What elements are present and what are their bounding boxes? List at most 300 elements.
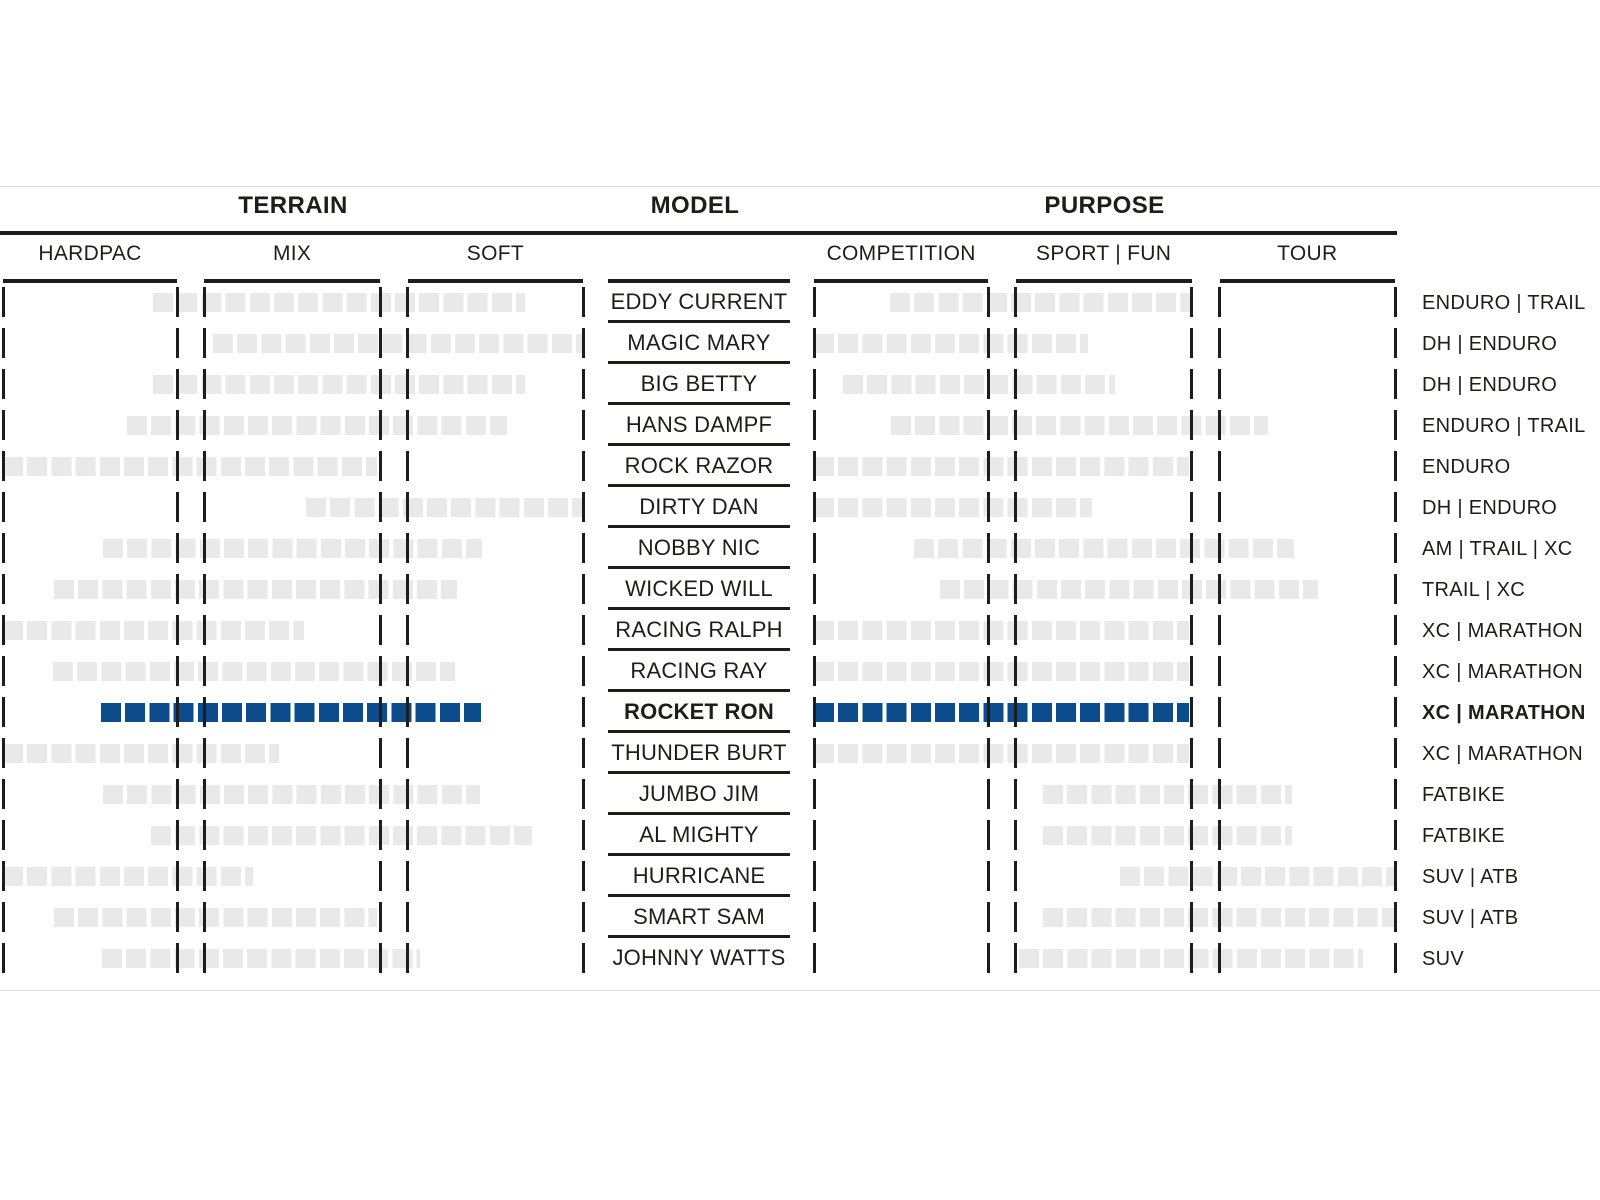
purpose-axis-tick (813, 533, 816, 563)
terrain-axis-tick (379, 697, 382, 727)
row-racing-ray (0, 651, 1600, 692)
use-label: TRAIL | XC (1422, 579, 1526, 601)
purpose-axis-tick (987, 287, 990, 317)
purpose-axis-tick (987, 410, 990, 440)
chart-top-border (0, 186, 1600, 187)
terrain-axis-tick (406, 574, 409, 604)
terrain-axis-tick (176, 410, 179, 440)
terrain-axis-tick (176, 943, 179, 973)
terrain-axis-tick (582, 615, 585, 645)
model-name: JOHNNY WATTS (612, 945, 786, 970)
terrain-axis-tick (406, 533, 409, 563)
purpose-axis-tick (813, 697, 816, 727)
terrain-range-bar (103, 539, 482, 558)
terrain-axis-tick (2, 369, 5, 399)
terrain-axis-tick (582, 861, 585, 891)
purpose-axis-tick (1394, 656, 1397, 686)
purpose-range-bar (891, 416, 1267, 435)
purpose-range-bar (890, 293, 1190, 312)
terrain-axis-tick (203, 656, 206, 686)
purpose-axis-tick (1218, 492, 1221, 522)
purpose-range-bar (814, 334, 1088, 353)
row-eddy-current (0, 282, 1600, 323)
terrain-axis-tick (582, 410, 585, 440)
purpose-axis-tick (1394, 328, 1397, 358)
use-label: DH | ENDURO (1422, 497, 1558, 519)
terrain-axis-tick (582, 287, 585, 317)
purpose-axis-tick (1218, 574, 1221, 604)
purpose-axis-tick (1014, 369, 1017, 399)
terrain-range-bar (53, 662, 454, 681)
purpose-axis-tick (1394, 738, 1397, 768)
column-header-mix: MIX (272, 242, 312, 265)
row-hans-dampf (0, 405, 1600, 446)
purpose-axis-tick (987, 697, 990, 727)
terrain-range-bar (103, 785, 480, 804)
terrain-axis-tick (406, 902, 409, 932)
purpose-axis-tick (1394, 779, 1397, 809)
purpose-axis-tick (813, 861, 816, 891)
purpose-axis-tick (987, 861, 990, 891)
purpose-axis-tick (1190, 451, 1193, 481)
purpose-axis-tick (813, 902, 816, 932)
section-header-model: MODEL (650, 192, 740, 219)
purpose-range-bar (814, 744, 1189, 763)
purpose-axis-tick (987, 369, 990, 399)
terrain-axis-tick (406, 492, 409, 522)
purpose-axis-tick (1218, 943, 1221, 973)
model-name: JUMBO JIM (608, 774, 790, 815)
terrain-range-bar (151, 826, 532, 845)
terrain-axis-tick (379, 328, 382, 358)
column-header-soft: SOFT (466, 242, 524, 265)
terrain-axis-tick (379, 656, 382, 686)
purpose-axis-tick (987, 902, 990, 932)
purpose-axis-tick (1190, 533, 1193, 563)
purpose-axis-tick (813, 328, 816, 358)
model-name: RACING RAY (608, 651, 790, 692)
terrain-axis-tick (203, 574, 206, 604)
purpose-axis-tick (1218, 451, 1221, 481)
purpose-axis-tick (987, 820, 990, 850)
terrain-axis-tick (406, 861, 409, 891)
terrain-axis-tick (379, 451, 382, 481)
use-label: ENDURO | TRAIL (1422, 415, 1586, 437)
terrain-range-bar (3, 457, 377, 476)
terrain-axis-tick (379, 574, 382, 604)
purpose-range-bar (814, 498, 1092, 517)
terrain-axis-tick (379, 943, 382, 973)
purpose-axis-tick (1394, 492, 1397, 522)
terrain-axis-tick (2, 738, 5, 768)
purpose-axis-tick (1394, 902, 1397, 932)
terrain-axis-tick (406, 615, 409, 645)
purpose-axis-tick (1190, 328, 1193, 358)
terrain-axis-tick (2, 410, 5, 440)
terrain-axis-tick (406, 451, 409, 481)
purpose-axis-tick (1190, 779, 1193, 809)
terrain-axis-tick (582, 492, 585, 522)
purpose-axis-tick (1394, 697, 1397, 727)
terrain-axis-tick (203, 533, 206, 563)
terrain-axis-tick (379, 533, 382, 563)
purpose-axis-tick (1394, 861, 1397, 891)
purpose-axis-tick (987, 656, 990, 686)
terrain-axis-tick (2, 779, 5, 809)
model-name: RACING RALPH (608, 610, 790, 651)
terrain-axis-tick (406, 287, 409, 317)
purpose-range-bar (814, 662, 1189, 681)
purpose-range-bar (1043, 785, 1292, 804)
terrain-range-bar (153, 375, 525, 394)
purpose-axis-tick (1218, 533, 1221, 563)
purpose-axis-tick (813, 287, 816, 317)
purpose-axis-tick (1218, 287, 1221, 317)
model-name: HANS DAMPF (608, 405, 790, 446)
use-label: XC | MARATHON (1422, 620, 1583, 642)
model-name: ROCKET RON (608, 692, 790, 733)
purpose-axis-tick (1014, 738, 1017, 768)
purpose-range-bar (814, 703, 1189, 722)
purpose-axis-tick (1014, 492, 1017, 522)
purpose-axis-tick (1394, 369, 1397, 399)
purpose-axis-tick (1014, 533, 1017, 563)
terrain-axis-tick (406, 943, 409, 973)
purpose-axis-tick (987, 615, 990, 645)
purpose-axis-tick (1394, 574, 1397, 604)
terrain-axis-tick (582, 574, 585, 604)
terrain-axis-tick (176, 779, 179, 809)
use-label: FATBIKE (1422, 825, 1505, 847)
purpose-axis-tick (1394, 410, 1397, 440)
terrain-axis-tick (379, 615, 382, 645)
terrain-axis-tick (582, 738, 585, 768)
terrain-axis-tick (176, 369, 179, 399)
terrain-axis-tick (406, 369, 409, 399)
terrain-axis-tick (379, 738, 382, 768)
terrain-axis-tick (203, 369, 206, 399)
model-name: DIRTY DAN (608, 487, 790, 528)
use-label: ENDURO | TRAIL (1422, 292, 1586, 314)
terrain-axis-tick (582, 820, 585, 850)
model-name: ROCK RAZOR (608, 446, 790, 487)
purpose-axis-tick (813, 738, 816, 768)
purpose-axis-tick (813, 451, 816, 481)
purpose-axis-tick (1190, 902, 1193, 932)
purpose-axis-tick (1190, 738, 1193, 768)
terrain-axis-tick (2, 820, 5, 850)
purpose-axis-tick (813, 369, 816, 399)
purpose-axis-tick (1014, 287, 1017, 317)
use-label: SUV | ATB (1422, 907, 1519, 929)
model-name: EDDY CURRENT (608, 282, 790, 323)
purpose-range-bar (843, 375, 1115, 394)
purpose-axis-tick (1394, 533, 1397, 563)
use-label: XC | MARATHON (1422, 743, 1583, 765)
terrain-axis-tick (203, 820, 206, 850)
terrain-axis-tick (582, 902, 585, 932)
row-dirty-dan (0, 487, 1600, 528)
purpose-axis-tick (1014, 861, 1017, 891)
purpose-axis-tick (1218, 656, 1221, 686)
purpose-axis-tick (1394, 820, 1397, 850)
terrain-axis-tick (176, 451, 179, 481)
use-label: SUV | ATB (1422, 866, 1519, 888)
purpose-axis-tick (813, 820, 816, 850)
terrain-axis-tick (203, 902, 206, 932)
terrain-axis-tick (582, 451, 585, 481)
purpose-axis-tick (1218, 328, 1221, 358)
use-label: DH | ENDURO (1422, 374, 1558, 396)
purpose-axis-tick (1218, 861, 1221, 891)
terrain-axis-tick (203, 287, 206, 317)
column-header-tour: TOUR (1277, 242, 1338, 265)
purpose-axis-tick (1014, 410, 1017, 440)
terrain-axis-tick (2, 861, 5, 891)
purpose-axis-tick (987, 533, 990, 563)
terrain-axis-tick (2, 574, 5, 604)
purpose-axis-tick (1190, 656, 1193, 686)
purpose-axis-tick (1190, 492, 1193, 522)
column-header-hardpac: HARDPAC (38, 242, 142, 265)
terrain-axis-tick (2, 328, 5, 358)
terrain-axis-tick (2, 615, 5, 645)
terrain-axis-tick (176, 861, 179, 891)
model-name: BIG BETTY (608, 364, 790, 405)
header-rule (0, 231, 1397, 235)
terrain-axis-tick (406, 779, 409, 809)
purpose-axis-tick (1394, 287, 1397, 317)
terrain-axis-tick (2, 492, 5, 522)
terrain-axis-tick (406, 738, 409, 768)
terrain-range-bar (54, 580, 457, 599)
row-hurricane (0, 856, 1600, 897)
terrain-axis-tick (203, 738, 206, 768)
model-name: MAGIC MARY (608, 323, 790, 364)
terrain-range-bar (102, 949, 420, 968)
purpose-axis-tick (987, 328, 990, 358)
terrain-axis-tick (582, 779, 585, 809)
purpose-axis-tick (1014, 820, 1017, 850)
terrain-axis-tick (176, 902, 179, 932)
purpose-axis-tick (1014, 615, 1017, 645)
use-label: XC | MARATHON (1422, 702, 1586, 724)
terrain-range-bar (306, 498, 583, 517)
terrain-axis-tick (176, 697, 179, 727)
row-smart-sam (0, 897, 1600, 938)
purpose-axis-tick (1218, 902, 1221, 932)
terrain-axis-tick (582, 697, 585, 727)
purpose-axis-tick (1014, 779, 1017, 809)
terrain-range-bar (54, 908, 377, 927)
purpose-axis-tick (987, 574, 990, 604)
purpose-axis-tick (1394, 943, 1397, 973)
purpose-range-bar (1120, 867, 1395, 886)
purpose-axis-tick (1190, 943, 1193, 973)
purpose-axis-tick (813, 492, 816, 522)
terrain-axis-tick (203, 861, 206, 891)
chart-rows (0, 282, 1600, 979)
terrain-axis-tick (203, 779, 206, 809)
purpose-axis-tick (987, 779, 990, 809)
terrain-axis-tick (176, 328, 179, 358)
terrain-axis-tick (2, 451, 5, 481)
purpose-axis-tick (1014, 943, 1017, 973)
row-nobby-nic (0, 528, 1600, 569)
purpose-axis-tick (1190, 287, 1193, 317)
purpose-axis-tick (1218, 697, 1221, 727)
model-name: THUNDER BURT (608, 733, 790, 774)
terrain-axis-tick (582, 533, 585, 563)
use-label: FATBIKE (1422, 784, 1505, 806)
model-name: WICKED WILL (608, 569, 790, 610)
purpose-range-bar (814, 621, 1189, 640)
chart-bottom-border (0, 990, 1600, 991)
section-header-terrain: TERRAIN (238, 192, 348, 219)
purpose-axis-tick (1014, 697, 1017, 727)
purpose-axis-tick (1014, 902, 1017, 932)
terrain-range-bar (3, 621, 304, 640)
section-header-purpose: PURPOSE (1044, 192, 1165, 219)
terrain-axis-tick (379, 410, 382, 440)
terrain-range-bar (213, 334, 583, 353)
row-racing-ralph (0, 610, 1600, 651)
terrain-axis-tick (582, 656, 585, 686)
terrain-axis-tick (176, 287, 179, 317)
model-name: NOBBY NIC (608, 528, 790, 569)
terrain-axis-tick (406, 656, 409, 686)
purpose-axis-tick (813, 410, 816, 440)
terrain-axis-tick (203, 328, 206, 358)
terrain-axis-tick (176, 820, 179, 850)
purpose-axis-tick (1190, 820, 1193, 850)
terrain-axis-tick (406, 328, 409, 358)
terrain-axis-tick (379, 779, 382, 809)
terrain-range-bar (3, 867, 253, 886)
terrain-axis-tick (203, 410, 206, 440)
purpose-axis-tick (813, 943, 816, 973)
purpose-range-bar (1043, 826, 1292, 845)
terrain-range-bar (101, 703, 481, 722)
terrain-axis-tick (379, 287, 382, 317)
terrain-axis-tick (2, 697, 5, 727)
terrain-axis-tick (582, 369, 585, 399)
terrain-axis-tick (379, 369, 382, 399)
purpose-axis-tick (1190, 410, 1193, 440)
use-label: XC | MARATHON (1422, 661, 1583, 683)
purpose-axis-tick (1014, 574, 1017, 604)
row-johnny-watts (0, 938, 1600, 979)
row-jumbo-jim (0, 774, 1600, 815)
purpose-axis-tick (987, 738, 990, 768)
terrain-axis-tick (203, 492, 206, 522)
purpose-axis-tick (813, 574, 816, 604)
terrain-axis-tick (379, 902, 382, 932)
use-label: DH | ENDURO (1422, 333, 1558, 355)
terrain-axis-tick (203, 697, 206, 727)
terrain-axis-tick (582, 943, 585, 973)
terrain-axis-tick (176, 656, 179, 686)
terrain-axis-tick (203, 451, 206, 481)
row-magic-mary (0, 323, 1600, 364)
purpose-axis-tick (1190, 369, 1193, 399)
terrain-axis-tick (176, 492, 179, 522)
purpose-axis-tick (1190, 574, 1193, 604)
purpose-axis-tick (1394, 451, 1397, 481)
purpose-axis-tick (1218, 369, 1221, 399)
purpose-axis-tick (1190, 615, 1193, 645)
purpose-axis-tick (987, 943, 990, 973)
terrain-axis-tick (176, 738, 179, 768)
row-rock-razor (0, 446, 1600, 487)
terrain-axis-tick (406, 820, 409, 850)
purpose-axis-tick (1218, 615, 1221, 645)
terrain-range-bar (127, 416, 507, 435)
terrain-axis-tick (379, 861, 382, 891)
terrain-range-bar (3, 744, 279, 763)
column-header-sport-fun: SPORT | FUN (1036, 242, 1172, 265)
terrain-axis-tick (2, 656, 5, 686)
terrain-axis-tick (203, 943, 206, 973)
model-name: HURRICANE (608, 856, 790, 897)
terrain-axis-tick (2, 943, 5, 973)
terrain-axis-tick (406, 410, 409, 440)
row-al-mighty (0, 815, 1600, 856)
terrain-axis-tick (379, 820, 382, 850)
purpose-axis-tick (1218, 779, 1221, 809)
terrain-axis-tick (176, 615, 179, 645)
model-name: AL MIGHTY (608, 815, 790, 856)
purpose-range-bar (940, 580, 1318, 599)
terrain-axis-tick (582, 328, 585, 358)
use-label: AM | TRAIL | XC (1422, 538, 1573, 560)
terrain-axis-tick (176, 533, 179, 563)
purpose-axis-tick (1014, 656, 1017, 686)
terrain-axis-tick (203, 615, 206, 645)
purpose-range-bar (914, 539, 1294, 558)
terrain-axis-tick (2, 287, 5, 317)
terrain-axis-tick (2, 533, 5, 563)
purpose-axis-tick (813, 615, 816, 645)
purpose-axis-tick (987, 492, 990, 522)
terrain-axis-tick (2, 902, 5, 932)
row-wicked-will (0, 569, 1600, 610)
purpose-axis-tick (1014, 451, 1017, 481)
row-thunder-burt (0, 733, 1600, 774)
purpose-axis-tick (1394, 615, 1397, 645)
terrain-axis-tick (176, 574, 179, 604)
model-name: SMART SAM (608, 897, 790, 938)
use-label: SUV (1422, 948, 1465, 970)
purpose-axis-tick (1190, 861, 1193, 891)
purpose-axis-tick (1218, 820, 1221, 850)
purpose-range-bar (814, 457, 1189, 476)
terrain-range-bar (153, 293, 525, 312)
row-big-betty (0, 364, 1600, 405)
purpose-axis-tick (813, 656, 816, 686)
purpose-axis-tick (813, 779, 816, 809)
terrain-axis-tick (379, 492, 382, 522)
use-label: ENDURO (1422, 456, 1511, 478)
purpose-axis-tick (1014, 328, 1017, 358)
purpose-axis-tick (987, 451, 990, 481)
terrain-axis-tick (406, 697, 409, 727)
purpose-axis-tick (1218, 410, 1221, 440)
purpose-axis-tick (1190, 697, 1193, 727)
purpose-axis-tick (1218, 738, 1221, 768)
row-rocket-ron (0, 692, 1600, 733)
column-header-competition: COMPETITION (826, 242, 976, 265)
